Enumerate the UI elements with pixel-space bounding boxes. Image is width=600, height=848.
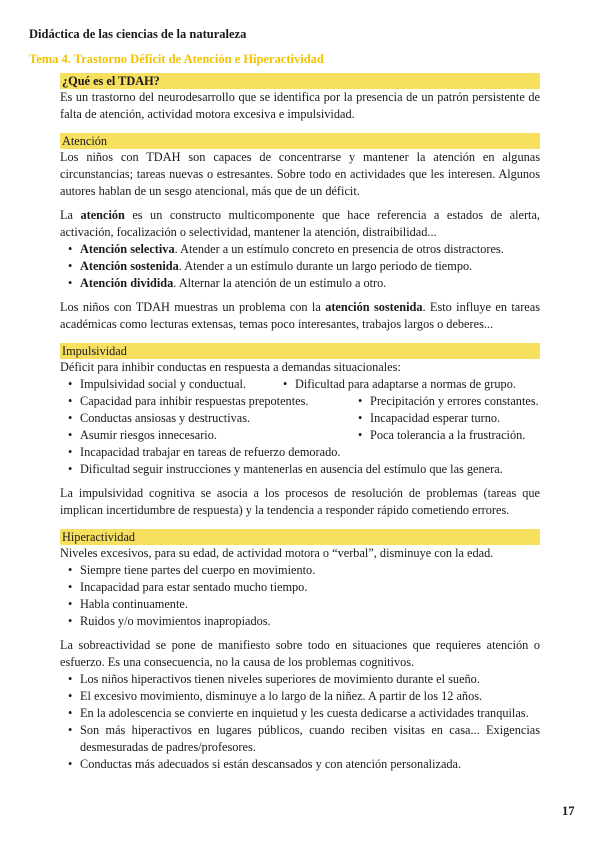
list-item: • Impulsividad social y conductual. — [60, 376, 350, 393]
impulsividad-two-column-list — [60, 376, 540, 444]
list-item: • Ruidos y/o movimientos inapropiados. — [60, 613, 540, 630]
list-item: • Capacidad para inhibir respuestas prepotentes. — [60, 393, 350, 410]
impulsividad-paragraph: La impulsividad cognitiva se asocia a los procesos de resolución de problemas (tareas que implican incertidumbre de respuesta) y la tendencia a responder rápido cometiendo errores. — [60, 486, 540, 517]
list-item: • Incapacidad esperar turno. — [350, 410, 540, 427]
page-number: 17 — [562, 804, 575, 818]
atencion-paragraph-1: Los niños con TDAH son capaces de concentrarse y mantener la atención en algunas circunstancias; tareas nuevas o estresantes. Sobre todo en actividades que les interesen. Algunos autores hablan de un sesgo atencional, más que de un déficit. — [60, 150, 540, 198]
list-item: • Conductas ansiosas y destructivas. — [60, 410, 350, 427]
list-item: • En la adolescencia se convierte en inquietud y les cuesta dedicarse a actividades tranquilas. — [60, 705, 540, 722]
page-content — [60, 73, 540, 773]
tdah-definition: Es un trastorno del neurodesarrollo que se identifica por la presencia de un patrón persistente de falta de atención, actividad motora excesiva e impulsividad. — [60, 90, 540, 121]
list-item: • Conductas más adecuados si están descansados y con atención personalizada. — [60, 756, 540, 773]
list-item: • Atención dividida. Alternar la atención de un estímulo a otro. — [60, 275, 540, 292]
list-item: • Los niños hiperactivos tienen niveles superiores de movimiento durante el sueño. — [60, 671, 540, 688]
atencion-paragraph-2: La atención es un constructo multicomponente que hace referencia a estados de alerta, activación, focalización o selectividad, mantener la atención, distraibilidad... — [60, 208, 540, 239]
topic-title: Tema 4. Trastorno Déficit de Atención e Hiperactividad — [29, 52, 324, 66]
list-item: • Dificultad seguir instrucciones y mantenerlas en ausencia del estímulo que las genera. — [60, 461, 540, 478]
hiperactividad-list — [60, 562, 540, 630]
list-item: • Siempre tiene partes del cuerpo en movimiento. — [60, 562, 540, 579]
list-item: • Habla continuamente. — [60, 596, 540, 613]
section-heading-impulsividad: Impulsividad — [60, 343, 540, 359]
list-item: • El excesivo movimiento, disminuye a lo largo de la niñez. A partir de los 12 años. — [60, 688, 540, 705]
emphasis-term: atención sostenida — [325, 300, 423, 314]
list-item: • Atención selectiva. Atender a un estímulo concreto en presencia de otros distractores. — [60, 241, 540, 258]
list-item: • Incapacidad trabajar en tareas de refuerzo demorado. — [60, 444, 540, 461]
section-heading-tdah: ¿Qué es el TDAH? — [60, 73, 540, 89]
list-item: • Dificultad para adaptarse a normas de grupo. — [275, 376, 540, 393]
atencion-paragraph-3: Los niños con TDAH muestras un problema con la atención sostenida. Esto influye en tareas académicas como lecturas extensas, temas poco interesantes, trabajos largos o deberes... — [60, 300, 541, 331]
list-item: • Incapacidad para estar sentado mucho tiempo. — [60, 579, 540, 596]
hiperactividad-paragraph: La sobreactividad se pone de manifiesto sobre todo en situaciones que requieres atención o esfuerzo. Es una consecuencia, no la causa de los problemas cognitivos. — [60, 638, 540, 669]
impulsividad-list — [60, 444, 540, 478]
hiperactividad-intro: Niveles excesivos, para su edad, de actividad motora o “verbal”, disminuye con la edad. — [60, 546, 494, 560]
list-item: • Poca tolerancia a la frustración. — [350, 427, 540, 444]
section-heading-atencion: Atención — [60, 133, 540, 149]
attention-types-list — [60, 241, 540, 292]
impulsividad-intro: Déficit para inhibir conductas en respuesta a demandas situacionales: — [60, 360, 401, 374]
list-item: • Son más hiperactivos en lugares públicos, cuando reciben visitas en casa... Exigencias desmesuradas de padres/profesores. — [60, 722, 540, 756]
list-item: • Asumir riesgos innecesario. — [60, 427, 350, 444]
section-heading-hiperactividad: Hiperactividad — [60, 529, 540, 545]
hiperactividad-list-2 — [60, 671, 540, 773]
list-item: • Precipitación y errores constantes. — [350, 393, 540, 410]
list-item: • Atención sostenida. Atender a un estímulo durante un largo periodo de tiempo. — [60, 258, 540, 275]
document-header: Didáctica de las ciencias de la naturaleza — [29, 27, 247, 41]
emphasis-term: atención — [80, 208, 125, 222]
